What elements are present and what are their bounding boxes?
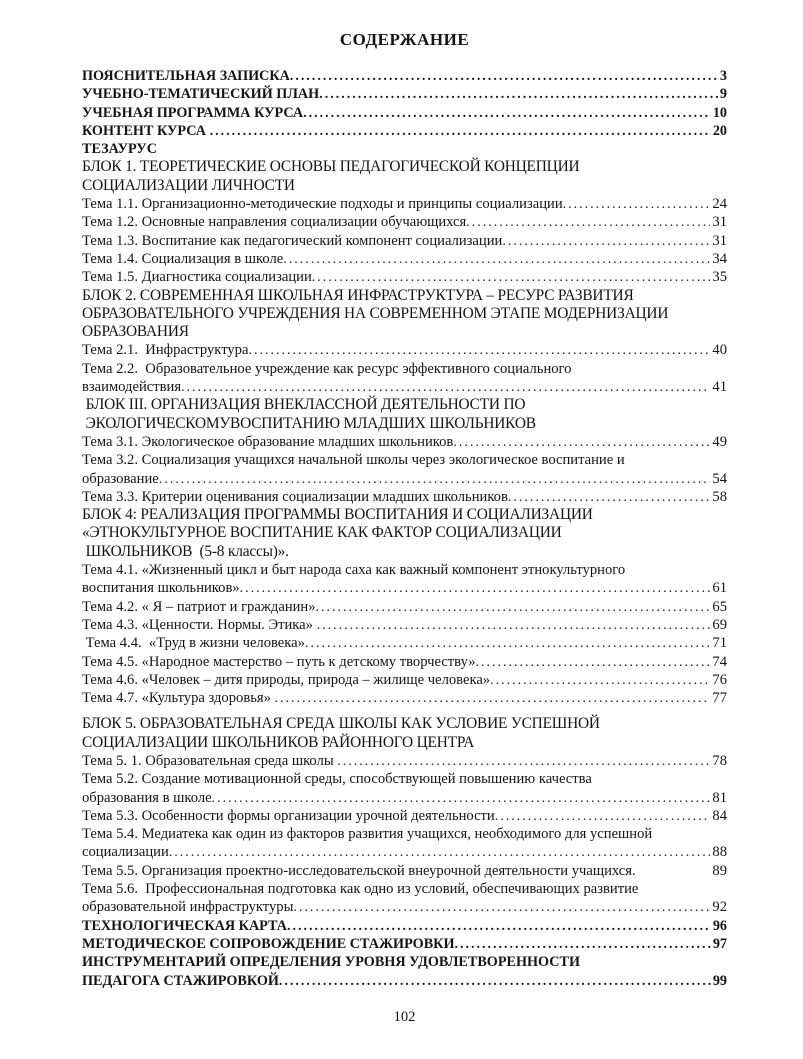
toc-entry-label: Тема 1.2. Основные направления социализации обучающихся (82, 214, 467, 231)
toc-entry-label: БЛОК III. ОРГАНИЗАЦИЯ ВНЕКЛАССНОЙ ДЕЯТЕЛЬНОСТИ ПО (82, 396, 526, 414)
toc-entry (82, 415, 727, 433)
toc-entry-label: ОБРАЗОВАТЕЛЬНОГО УЧРЕЖДЕНИЯ НА СОВРЕМЕННОМ ЭТАПЕ МОДЕРНИЗАЦИИ (82, 304, 669, 322)
toc-entry-label: МЕТОДИЧЕСКОЕ СОПРОВОЖДЕНИЕ СТАЖИРОВКИ (82, 935, 455, 952)
toc-page-number: 74 (712, 653, 727, 670)
toc-page-number: 20 (712, 122, 727, 139)
toc-page-number: 84 (712, 807, 727, 824)
toc-leader-dots (305, 634, 710, 653)
toc-entry (82, 543, 727, 561)
toc-entry-label: Тема 5.5. Организация проектно-исследовательской внеурочной деятельности учащихся. (82, 862, 636, 879)
toc-leader-dots (476, 653, 711, 672)
toc-leader-dots (287, 917, 711, 936)
toc-page-number: 65 (712, 598, 727, 615)
toc-entry-label: воспитания школьников» (82, 580, 240, 597)
toc-entry (82, 752, 727, 770)
toc-list (82, 67, 727, 990)
toc-entry (82, 250, 727, 268)
toc-entry (82, 671, 727, 689)
toc-entry-label: КОНТЕНТ КУРСА (82, 122, 210, 139)
toc-entry (82, 451, 727, 469)
toc-page-number: 9 (719, 86, 727, 103)
toc-entry-label: УЧЕБНАЯ ПРОГРАММА КУРСА (82, 104, 304, 121)
toc-entry-label: СОЦИАЛИЗАЦИИ ШКОЛЬНИКОВ РАЙОННОГО ЦЕНТРА (82, 733, 475, 751)
toc-page-number: 40 (712, 342, 727, 359)
toc-page-number: 88 (712, 844, 727, 861)
toc-page-number: 31 (712, 214, 727, 231)
toc-entry-label: Тема 4.2. « Я – патриот и гражданин» (82, 598, 316, 615)
toc-entry (82, 825, 727, 843)
footer-page-number: 102 (393, 1009, 416, 1025)
toc-entry-label: Тема 5.2. Создание мотивационной среды, способствующей повышению качества (82, 771, 592, 788)
toc-leader-dots (169, 843, 711, 862)
toc-entry-label: Тема 3.3. Критерии оценивания социализации младших школьников (82, 488, 508, 505)
toc-entry (82, 341, 727, 359)
toc-page-number: 31 (712, 232, 727, 249)
toc-leader-dots (293, 898, 710, 917)
toc-leader-dots (181, 378, 710, 397)
toc-entry (82, 862, 727, 880)
toc-entry (82, 140, 727, 158)
toc-entry-label: УЧЕБНО-ТЕМАТИЧЕСКИЙ ПЛАН (82, 86, 320, 103)
toc-entry (82, 104, 727, 122)
toc-page-number: 71 (712, 635, 727, 652)
toc-entry (82, 268, 727, 286)
toc-entry-label: взаимодействия (82, 379, 182, 396)
toc-entry-label: образования в школе (82, 789, 212, 806)
toc-entry (82, 67, 727, 85)
toc-entry (82, 689, 727, 707)
toc-entry (82, 378, 727, 396)
toc-page-number: 54 (712, 470, 727, 487)
toc-entry-label: ШКОЛЬНИКОВ (5-8 классы)». (82, 542, 289, 560)
toc-entry (82, 789, 727, 807)
toc-leader-dots (453, 433, 710, 452)
toc-leader-dots (508, 488, 711, 507)
toc-leader-dots (290, 67, 718, 86)
toc-page-number: 78 (712, 752, 727, 769)
toc-entry-label: Тема 5.4. Медиатека как один из факторов развития учащихся, необходимого для успешной (82, 826, 653, 843)
toc-page-number: 76 (712, 671, 727, 688)
toc-entry-label: «ЭТНОКУЛЬТУРНОЕ ВОСПИТАНИЕ КАК ФАКТОР СОЦИАЛИЗАЦИИ (82, 524, 562, 542)
toc-page-number: 24 (712, 196, 727, 213)
toc-entry-label: Тема 4.5. «Народное мастерство – путь к детскому творчеству» (82, 653, 476, 670)
toc-entry (82, 898, 727, 916)
toc-entry (82, 195, 727, 213)
toc-entry (82, 360, 727, 378)
toc-leader-dots (212, 789, 711, 808)
toc-entry (82, 579, 727, 597)
toc-page-number: 77 (712, 690, 727, 707)
toc-leader-dots (454, 935, 710, 954)
toc-leader-dots (466, 213, 710, 232)
toc-entry-label: Тема 5.6. Профессиональная подготовка как одно из условий, обеспечивающих развитие (82, 881, 639, 898)
toc-leader-dots (319, 85, 718, 104)
toc-entry-label: Тема 4.3. «Ценности. Нормы. Этика» (82, 616, 317, 633)
toc-page-number: 61 (712, 580, 727, 597)
toc-leader-dots (279, 972, 711, 991)
toc-leader-dots (490, 671, 710, 690)
toc-entry-label: Тема 4.6. «Человек – дитя природы, природа – жилище человека» (82, 671, 491, 688)
toc-entry (82, 433, 727, 451)
toc-entry-label: Тема 3.1. Экологическое образование младших школьников (82, 433, 454, 450)
toc-page-number: 81 (712, 789, 727, 806)
toc-entry-label: БЛОК 1. ТЕОРЕТИЧЕСКИЕ ОСНОВЫ ПЕДАГОГИЧЕСКОЙ КОНЦЕПЦИИ (82, 158, 580, 176)
toc-page-number: 58 (712, 488, 727, 505)
toc-entry-label: ИНСТРУМЕНТАРИЙ ОПРЕДЕЛЕНИЯ УРОВНЯ УДОВЛЕТВОРЕННОСТИ (82, 954, 580, 971)
toc-entry (82, 158, 727, 176)
toc-entry-label: Тема 4.7. «Культура здоровья» (82, 690, 275, 707)
toc-entry (82, 634, 727, 652)
toc-entry-label: социализации (82, 844, 169, 861)
toc-leader-dots (312, 268, 711, 287)
toc-entry (82, 506, 727, 524)
toc-leader-dots (563, 195, 711, 214)
toc-entry (82, 213, 727, 231)
toc-entry-label: образование (82, 470, 159, 487)
toc-entry-label: Тема 2.1. Инфраструктура (82, 342, 249, 359)
toc-page-number: 92 (712, 899, 727, 916)
toc-entry-label: Тема 2.2. Образовательное учреждение как ресурс эффективного социального (82, 360, 572, 377)
toc-entry-label: ТЕЗАУРУС (82, 141, 157, 158)
toc-entry-label: ПОЯСНИТЕЛЬНАЯ ЗАПИСКА (82, 68, 290, 84)
toc-page-number: 96 (712, 917, 727, 934)
toc-entry-label: Тема 1.4. Социализация в школе (82, 250, 284, 267)
toc-entry (82, 653, 727, 671)
toc-entry-label: Тема 4.4. «Труд в жизни человека» (82, 635, 305, 652)
toc-entry (82, 177, 727, 195)
toc-entry (82, 734, 727, 752)
toc-entry-label: ТЕХНОЛОГИЧЕСКАЯ КАРТА (82, 917, 288, 934)
toc-entry (82, 396, 727, 414)
toc-entry-label: образовательной инфраструктуры (82, 899, 294, 916)
toc-entry (82, 972, 727, 990)
toc-entry (82, 616, 727, 634)
toc-page-number: 97 (712, 935, 727, 952)
toc-page-number: 3 (719, 68, 727, 84)
toc-leader-dots (317, 616, 711, 635)
toc-entry-label: ЭКОЛОГИЧЕСКОМУВОСПИТАНИЮ МЛАДШИХ ШКОЛЬНИКОВ (82, 414, 536, 432)
toc-entry (82, 953, 727, 971)
toc-entry (82, 85, 727, 103)
toc-entry (82, 598, 727, 616)
toc-page-number: 49 (712, 433, 727, 450)
toc-entry-label: Тема 3.2. Социализация учащихся начальной школы через экологическое воспитание и (82, 452, 625, 469)
toc-entry-label: Тема 1.5. Диагностика социализации (82, 269, 312, 286)
toc-entry-label: БЛОК 2. СОВРЕМЕННАЯ ШКОЛЬНАЯ ИНФРАСТРУКТУРА – РЕСУРС РАЗВИТИЯ (82, 286, 634, 304)
toc-entry (82, 935, 727, 953)
toc-leader-dots (303, 104, 711, 123)
toc-leader-dots (248, 341, 710, 360)
toc-leader-dots (210, 122, 711, 141)
toc-leader-dots (316, 598, 711, 617)
toc-entry (82, 122, 727, 140)
toc-leader-dots (337, 752, 710, 771)
toc-entry (82, 843, 727, 861)
toc-entry-label: СОЦИАЛИЗАЦИИ ЛИЧНОСТИ (82, 176, 295, 194)
toc-page-number: 35 (712, 269, 727, 286)
toc-entry-label: Тема 4.1. «Жизненный цикл и быт народа саха как важный компонент этнокультурного (82, 562, 626, 579)
toc-leader-dots (240, 579, 711, 598)
toc-entry-label: Тема 1.3. Воспитание как педагогический компонент социализации (82, 232, 503, 249)
toc-entry-label: Тема 5.3. Особенности формы организации урочной деятельности (82, 807, 495, 824)
toc-entry (82, 470, 727, 488)
toc-page-number: 69 (712, 616, 727, 633)
toc-entry (82, 880, 727, 898)
toc-page-number: 10 (712, 104, 727, 121)
toc-entry (82, 807, 727, 825)
toc-entry-label: ПЕДАГОГА СТАЖИРОВКОЙ (82, 972, 279, 989)
toc-entry (82, 715, 727, 733)
toc-entry-label: ОБРАЗОВАНИЯ (82, 323, 189, 341)
toc-entry (82, 524, 727, 542)
toc-page-number: 34 (712, 250, 727, 267)
toc-entry (82, 287, 727, 305)
page-title: СОДЕРЖАНИЕ (339, 30, 470, 49)
toc-page-number: 89 (712, 862, 727, 879)
toc-entry (82, 917, 727, 935)
toc-entry (82, 323, 727, 341)
toc-entry (82, 561, 727, 579)
toc-leader-dots (502, 232, 710, 251)
toc-entry (82, 488, 727, 506)
toc-page-number: 99 (712, 972, 727, 989)
toc-entry-label: Тема 5. 1. Образовательная среда школы (82, 752, 338, 769)
toc-entry (82, 305, 727, 323)
toc-leader-dots (275, 689, 711, 708)
toc-entry (82, 770, 727, 788)
toc-entry-label: БЛОК 5. ОБРАЗОВАТЕЛЬНАЯ СРЕДА ШКОЛЫ КАК УСЛОВИЕ УСПЕШНОЙ (82, 715, 600, 733)
toc-leader-dots (159, 470, 711, 489)
toc-entry-label: Тема 1.1. Организационно-методические подходы и принципы социализации (82, 196, 563, 213)
toc-entry (82, 232, 727, 250)
toc-leader-dots (495, 807, 711, 826)
toc-leader-dots (283, 250, 710, 269)
toc-entry-label: БЛОК 4: РЕАЛИЗАЦИЯ ПРОГРАММЫ ВОСПИТАНИЯ И СОЦИАЛИЗАЦИИ (82, 506, 593, 524)
toc-page-number: 41 (712, 379, 727, 396)
